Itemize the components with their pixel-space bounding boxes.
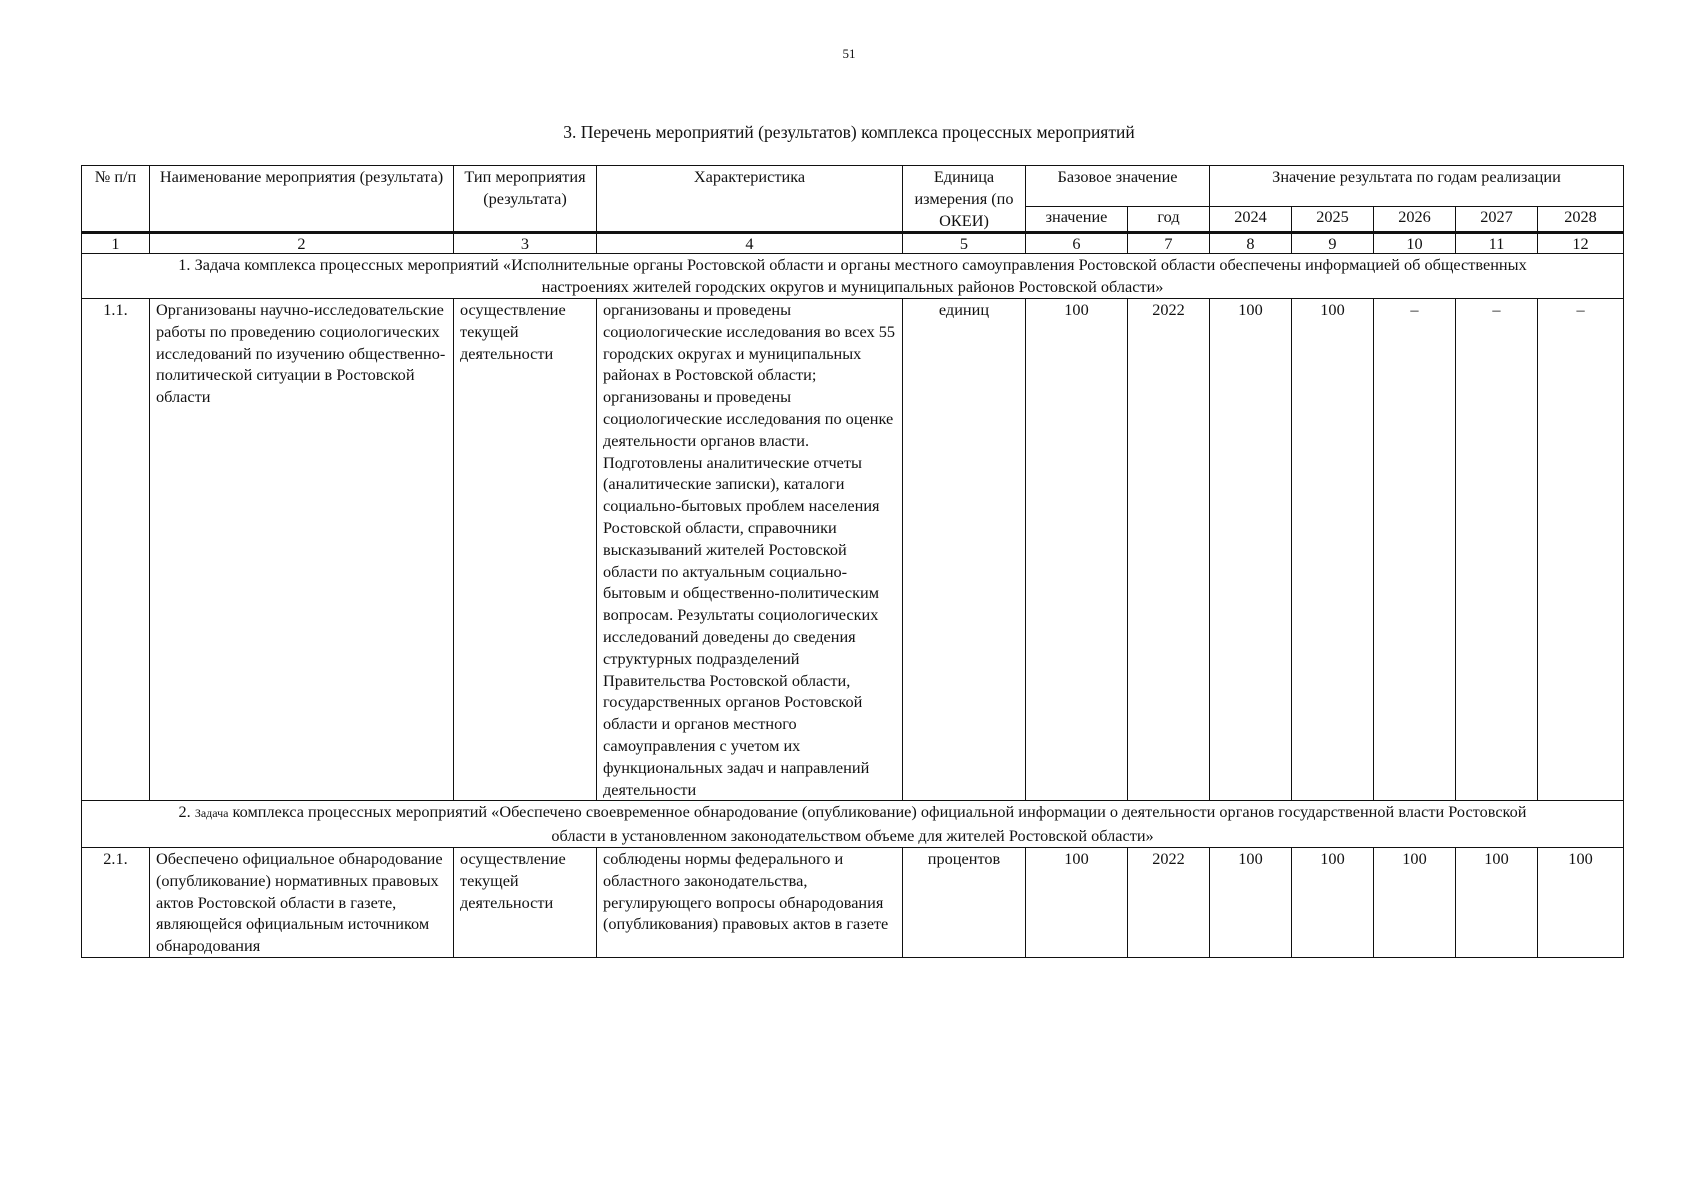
row-type: осуществление текущей деятельности (454, 298, 597, 800)
task-1-heading: 1. Задача комплекса процессных мероприятий «Исполнительные органы Ростовской области и органы местного самоуправления Ростовской области обеспечены информацией об общественных настроениях жителей городских округов и муниципальных районов Ростовской области» (82, 254, 1624, 299)
row-value-2024: 100 (1210, 298, 1292, 800)
task-2-prefix: 2. (178, 802, 191, 822)
task-2-text: комплекса процессных мероприятий «Обеспечено своевременное обнародование (опубликование) официальной информации о деятельности органов государственной власти Ростовской области в установленном законодательством объеме для жителей Ростовской области» (232, 802, 1527, 846)
row-base-year: 2022 (1128, 847, 1210, 957)
row-characteristic: организованы и проведены социологические исследования во всех 55 городских округах и муниципальных районах в Ростовской области; организованы и проведены социологические исследования по оценке деятельности органов власти. Подготовлены аналитические отчеты (аналитические записки), каталоги социально-бытовых проблем населения Ростовской области, справочники высказываний жителей Ростовской области по актуальным социально-бытовым и общественно-политическим вопросам. Результаты социологических исследований доведены до сведения структурных подразделений Правительства Ростовской области, государственных органов Ростовской области и органов местного самоуправления с учетом их функциональных задач и направлений деятельности (597, 298, 903, 800)
column-number: 2 (150, 233, 454, 254)
header-base: Базовое значение (1026, 166, 1210, 207)
header-year-2024: 2024 (1210, 207, 1292, 233)
header-year-2025: 2025 (1292, 207, 1374, 233)
header-name: Наименование мероприятия (результата) (150, 166, 454, 233)
row-unit: процентов (903, 847, 1026, 957)
row-characteristic: соблюдены нормы федерального и областного законодательства, регулирующего вопросы обнародования (опубликования) правовых актов в газете (597, 847, 903, 957)
task-1-row (82, 254, 1624, 299)
task-2-row (82, 801, 1624, 848)
column-number: 11 (1456, 233, 1538, 254)
task-2-small-word: Задача (194, 806, 229, 821)
measures-table (81, 165, 1624, 958)
column-number: 10 (1374, 233, 1456, 254)
header-base-value: значение (1026, 207, 1128, 233)
row-value-2025: 100 (1292, 847, 1374, 957)
row-value-2027: 100 (1456, 847, 1538, 957)
table-row (82, 847, 1624, 957)
row-value-2028: 100 (1538, 847, 1624, 957)
column-number: 9 (1292, 233, 1374, 254)
row-num: 2.1. (82, 847, 150, 957)
row-type: осуществление текущей деятельности (454, 847, 597, 957)
column-numbers-row (82, 233, 1624, 254)
header-characteristic: Характеристика (597, 166, 903, 233)
page-number: 51 (842, 46, 856, 61)
row-value-2026: 100 (1374, 847, 1456, 957)
row-base-value: 100 (1026, 298, 1128, 800)
row-name: Обеспечено официальное обнародование (опубликование) нормативных правовых актов Ростовской области в газете, являющейся официальным источником обнародования (150, 847, 454, 957)
row-value-2025: 100 (1292, 298, 1374, 800)
task-2-heading (82, 801, 1624, 848)
header-base-year: год (1128, 207, 1210, 233)
page-title: 3. Перечень мероприятий (результатов) комплекса процессных мероприятий (563, 122, 1135, 142)
column-number: 12 (1538, 233, 1624, 254)
header-year-2027: 2027 (1456, 207, 1538, 233)
column-number: 3 (454, 233, 597, 254)
row-value-2026: – (1374, 298, 1456, 800)
header-type: Тип мероприятия (результата) (454, 166, 597, 233)
row-base-year: 2022 (1128, 298, 1210, 800)
row-unit: единиц (903, 298, 1026, 800)
column-number: 4 (597, 233, 903, 254)
column-number: 1 (82, 233, 150, 254)
row-num: 1.1. (82, 298, 150, 800)
header-result: Значение результата по годам реализации (1210, 166, 1624, 207)
column-number: 5 (903, 233, 1026, 254)
header-row-top (82, 166, 1624, 207)
row-value-2028: – (1538, 298, 1624, 800)
column-number: 7 (1128, 233, 1210, 254)
header-year-2026: 2026 (1374, 207, 1456, 233)
table-row (82, 298, 1624, 800)
column-number: 8 (1210, 233, 1292, 254)
header-year-2028: 2028 (1538, 207, 1624, 233)
header-num: № п/п (82, 166, 150, 233)
column-number: 6 (1026, 233, 1128, 254)
row-name: Организованы научно-исследовательские работы по проведению социологических исследований по изучению общественно-политической ситуации в Ростовской области (150, 298, 454, 800)
row-value-2027: – (1456, 298, 1538, 800)
header-unit: Единица измерения (по ОКЕИ) (903, 166, 1026, 233)
row-value-2024: 100 (1210, 847, 1292, 957)
row-base-value: 100 (1026, 847, 1128, 957)
